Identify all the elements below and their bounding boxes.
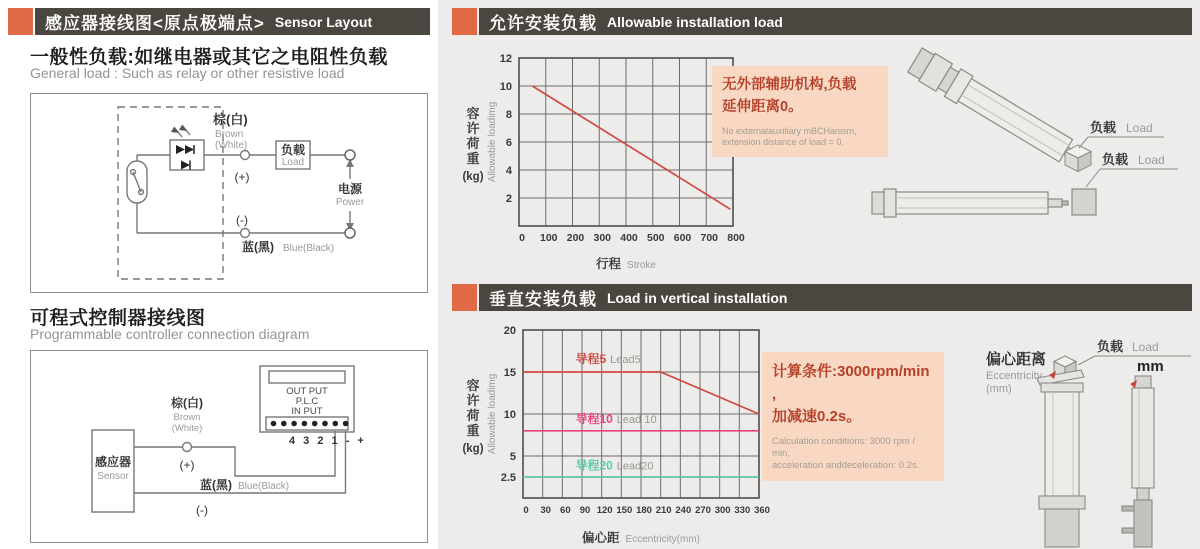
eccentricity-label-zh: 偏心距离 xyxy=(986,351,1047,368)
x-tick-label: 210 xyxy=(655,505,672,516)
y-tick-label: 5 xyxy=(509,451,516,463)
x-tick-label: 240 xyxy=(675,505,692,516)
minus-sign-label: (-) xyxy=(236,213,248,227)
y-tick-label: 20 xyxy=(503,325,516,337)
y-tick-label: 15 xyxy=(503,367,516,379)
header-title-zh: 垂直安装负载 xyxy=(489,290,597,309)
x-tick-label: 330 xyxy=(734,505,751,516)
x-tick-label: 150 xyxy=(616,505,633,516)
y-axis-unit: (kg) xyxy=(462,171,484,183)
header-bar xyxy=(479,8,1192,35)
x-tick-label: 180 xyxy=(636,505,652,516)
y-tick-label: 2 xyxy=(505,193,512,205)
eccentricity-label-unit: (mm) xyxy=(986,383,1012,395)
x-tick-label: 300 xyxy=(714,505,731,516)
y-tick-label: 8 xyxy=(505,109,512,121)
power-label-en: Power xyxy=(335,197,365,208)
minus-sign-label: (-) xyxy=(196,503,208,517)
horizontal-actuator-illustration xyxy=(870,45,1195,280)
power-terminal-bottom xyxy=(345,228,355,238)
y-axis-unit: (kg) xyxy=(462,443,484,455)
x-tick-label: 300 xyxy=(593,232,612,244)
y-tick-label: 6 xyxy=(505,137,512,149)
header-accent-square xyxy=(8,8,33,35)
minus-terminal-node xyxy=(241,229,250,238)
header-bar xyxy=(35,8,430,35)
brown-wire-label-zh: 棕(白) xyxy=(171,396,203,410)
note-text-en: Calculation conditions: 3000 rpm / min, acceleration anddeceleration: 0.2s. xyxy=(772,435,920,472)
header-title-en: Load in vertical installation xyxy=(607,289,788,306)
note-text-zh: 无外部辅助机构,负载 延伸距离0。 xyxy=(722,77,857,115)
power-terminal-top xyxy=(345,150,355,160)
mm-label: mm xyxy=(1137,358,1164,375)
blue-wire-label-en: Blue(Black) xyxy=(238,481,290,492)
brown-wire-label-en: Brown xyxy=(215,129,244,140)
actuator-diagonal xyxy=(907,46,1086,171)
load2-label-zh: 负载 xyxy=(1102,152,1129,167)
brown-wire-label-en2: (White) xyxy=(215,140,248,151)
lead10-label: 导程10 Lead 10 xyxy=(575,412,657,427)
plc-output-label: OUT PUT xyxy=(286,386,328,397)
actuator-horizontal xyxy=(872,189,1096,217)
header-title-en: Sensor Layout xyxy=(274,13,373,30)
general-load-subtitle: General load : Such as relay or other resistive load xyxy=(30,65,345,81)
header-title-zh: 允许安装负载 xyxy=(489,14,597,33)
load-block xyxy=(1072,189,1096,215)
sensor-box-label-en: Sensor xyxy=(97,471,129,482)
y-axis-label-en: Allowable loadimg xyxy=(487,101,498,183)
load-box-label-en: Load xyxy=(281,157,305,168)
x-tick-label: 100 xyxy=(539,232,558,244)
x-tick-label: 600 xyxy=(673,232,692,244)
x-tick-label: 700 xyxy=(700,232,719,244)
label-leader-line xyxy=(1086,169,1100,187)
blue-wire-label-zh: 蓝(黑) xyxy=(242,240,274,254)
x-axis-label: 行程 Stroke xyxy=(596,257,656,271)
note-text-zh: 计算条件:3000rpm/min , 加减速0.2s。 xyxy=(772,363,930,425)
brown-wire-label-en2: (White) xyxy=(171,423,203,434)
actuator-vertical-right xyxy=(1122,376,1154,547)
load-box-label-zh: 负载 xyxy=(280,143,306,157)
brown-wire-label-zh: 棕(白) xyxy=(213,112,248,127)
sensor-box-label-zh: 感应器 xyxy=(94,455,132,469)
plc-wiring-diagram xyxy=(30,350,428,543)
blue-wire-label-en: Blue(Black) xyxy=(283,243,335,254)
plc-title: 可程式控制器接线图 xyxy=(30,308,206,329)
plus-terminal-node xyxy=(183,443,192,452)
note-text-en: No externalauxiliary mBCHanism, extension distance of load = 0. xyxy=(722,125,857,148)
x-tick-label: 360 xyxy=(754,505,770,516)
allowable-load-header xyxy=(452,8,1192,35)
calculation-conditions-note xyxy=(762,352,944,481)
y-tick-label: 4 xyxy=(505,165,512,177)
lead5-label: 导程5 Lead5 xyxy=(575,351,641,366)
x-tick-label: 800 xyxy=(727,232,745,244)
vertical-load-header xyxy=(452,284,1192,311)
allowable-load-line xyxy=(532,86,730,209)
y-axis-label-zh: 容许荷重 xyxy=(466,106,480,166)
x-tick-label: 270 xyxy=(695,505,711,516)
label-leader-line xyxy=(1078,356,1095,365)
y-tick-label: 10 xyxy=(503,409,516,421)
header-title-en: Allowable installation load xyxy=(607,13,783,30)
x-tick-label: 500 xyxy=(646,232,665,244)
x-tick-label: 400 xyxy=(620,232,638,244)
sensor-layout-header xyxy=(8,8,430,35)
terminal-number-labels: 4 3 2 1 - + xyxy=(289,435,367,447)
vertical-actuator-illustration xyxy=(985,318,1200,549)
eccentricity-load-chart xyxy=(457,316,769,548)
x-tick-label: 60 xyxy=(560,505,571,516)
plc-subtitle: Programmable controller connection diagram xyxy=(30,326,310,342)
y-tick-label: 12 xyxy=(499,53,512,65)
header-title-zh: 感应器接线图<原点极端点> xyxy=(45,14,265,33)
plc-name-label: P.L.C xyxy=(295,396,319,407)
x-tick-label: 120 xyxy=(596,505,613,516)
terminal-dots xyxy=(271,421,349,427)
load-label-en: Load xyxy=(1132,340,1159,354)
load1-label-en: Load xyxy=(1126,121,1153,135)
load1-label-zh: 负载 xyxy=(1090,120,1117,135)
header-bar xyxy=(479,284,1192,311)
plc-input-label: IN PUT xyxy=(291,406,323,417)
x-tick-label: 0 xyxy=(519,232,525,244)
load-label-zh: 负载 xyxy=(1097,339,1124,354)
stroke-load-chart xyxy=(457,42,747,274)
plc-slot xyxy=(269,371,345,383)
x-tick-label: 0 xyxy=(523,505,529,516)
header-accent-square xyxy=(452,284,477,311)
general-load-title: 一般性负载:如继电器或其它之电阻性负载 xyxy=(30,47,388,68)
power-label-zh: 电源 xyxy=(337,182,363,196)
general-load-wiring-diagram xyxy=(30,93,428,293)
lead20-label: 导程20 Lead20 xyxy=(575,458,654,473)
load2-label-en: Load xyxy=(1138,153,1165,167)
plus-terminal-node xyxy=(241,151,250,160)
x-axis-label: 偏心距 Eccentricity(mm) xyxy=(582,531,700,545)
plus-sign-label: (+) xyxy=(179,458,195,472)
y-axis-label-zh: 容许荷重 xyxy=(466,378,480,438)
actuator-vertical-left xyxy=(1037,356,1085,547)
plus-sign-label: (+) xyxy=(234,170,250,184)
brown-wire-label-en: Brown xyxy=(173,412,201,423)
y-axis-label-en: Allowable loadimg xyxy=(487,373,498,455)
label-leader-line xyxy=(1079,137,1088,148)
header-accent-square xyxy=(452,8,477,35)
y-tick-label: 2.5 xyxy=(500,472,516,484)
eccentricity-label-en: Eccentricity xyxy=(986,370,1043,382)
y-tick-label: 10 xyxy=(499,81,512,93)
x-tick-label: 90 xyxy=(579,505,591,516)
blue-wire-label-zh: 蓝(黑) xyxy=(200,478,232,492)
x-tick-label: 30 xyxy=(540,505,551,516)
no-auxiliary-note xyxy=(712,66,888,157)
x-tick-label: 200 xyxy=(566,232,585,244)
